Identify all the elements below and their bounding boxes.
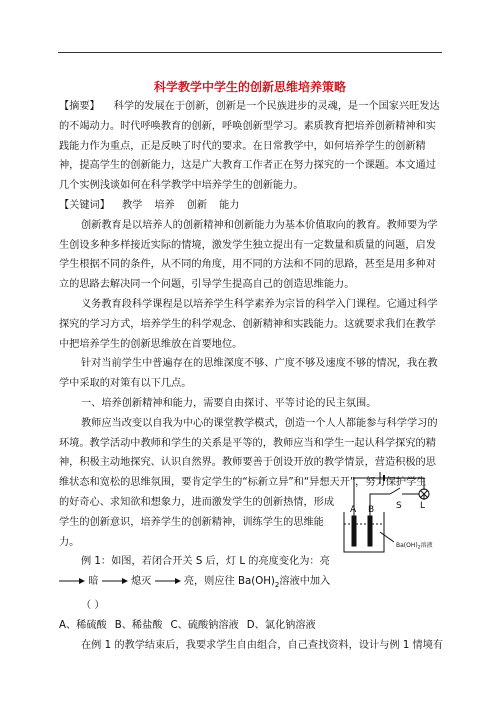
paragraph-line: 的好奇心、求知欲和想象力，进而激发学生的创新热情，形成 xyxy=(59,496,335,508)
article-body xyxy=(59,97,444,655)
abstract-line: 践能力作为重点，正是反映了时代的要求。在日常教学中，如何培养学生的创新精 xyxy=(59,140,426,152)
option-c: C、硫酸钠溶液 xyxy=(170,619,239,631)
keyword: 能力 xyxy=(219,199,240,211)
paragraph-line: 义务教育段科学课程是以培养学生科学素养为宗旨的科学入门课程。它通过科学 xyxy=(81,298,438,310)
option-a: A、稀硫酸 xyxy=(59,619,107,631)
keyword: 教学 xyxy=(121,199,143,211)
switch-lever xyxy=(390,488,400,494)
abstract-line: 神，提高学生的创新能力，这是广大教育工作者正在努力探究的一个课题。本文通过 xyxy=(59,160,436,172)
wire-top xyxy=(354,478,424,516)
answer-blank: （ ） xyxy=(81,599,105,611)
header-rule xyxy=(58,52,442,53)
abstract-line: 的不竭动力。时代呼唤教育的创新，呼唤创新型学习。素质教育把培养创新精神和实 xyxy=(59,120,436,132)
label-l: L xyxy=(420,501,426,511)
paragraph-line: 针对当前学生中普遍存在的思维深度不够、广度不够及速度不够的情况，我在教 xyxy=(81,358,438,370)
paragraph-line: 创新教育是以培养人的创新精神和创新能力为基本价值取向的教育。教师要为学 xyxy=(81,219,438,231)
paragraph-line: 教师应当改变以自我为中心的课堂教学模式，创造一个人人都能参与科学学习的 xyxy=(81,417,438,429)
keyword: 创新 xyxy=(186,199,208,211)
label-a: A xyxy=(350,505,357,515)
paragraph-line: 神，积极主动地探究、认识自然界。教师要善于创设开放的教学情景，营造积极的思 xyxy=(59,457,436,469)
paragraph-line: 中把培养学生的创新思维放在首要地位。 xyxy=(59,338,243,350)
paragraph-line: 学生的创新意识，培养学生的创新精神，训练学生的思维能 xyxy=(59,516,324,528)
paragraph-line: 探究的学习方式，培养学生的科学观念、创新精神和实践能力。这就要求我们在教学 xyxy=(59,318,436,330)
arrow-right-icon xyxy=(102,577,128,585)
paragraph-line: 在例 1 的教学结束后，我要求学生自由组合，自己查找资料，设计与例 1 情境有 xyxy=(81,639,444,651)
arrow-right-icon xyxy=(155,577,181,585)
paragraph-line: 力。 xyxy=(59,536,80,548)
paragraph-line: 学生根据不同的条件，从不同的角度，用不同的方法和不同的思路，甚至是用多种对 xyxy=(59,259,436,271)
paragraph-line: 环境。教学活动中教师和学生的关系是平等的，教师应当和学生一起认科学探究的精 xyxy=(59,437,436,449)
label-s: S xyxy=(396,501,402,511)
option-d: D、氯化钠溶液 xyxy=(246,619,316,631)
label-b: B xyxy=(368,505,375,515)
example-question: 例 1：如图，若闭合开关 S 后，灯 L 的亮度变化为：亮 xyxy=(81,556,330,568)
paragraph-line: 生创设多种多样接近实际的情境，激发学生独立提出有一定数量和质量的问题，启发 xyxy=(59,239,436,251)
paragraph-line: 学中采取的对策有以下几点。 xyxy=(59,378,192,390)
keywords-line xyxy=(59,196,444,216)
abstract-line: 【摘要】 科学的发展在于创新，创新是一个民族进步的灵魂，是一个国家兴旺发达 xyxy=(59,101,440,112)
answer-options xyxy=(59,616,444,636)
circuit-diagram xyxy=(340,468,444,556)
electrode-a xyxy=(352,516,356,546)
solution-label: $Ba(OH)_2$溶液 xyxy=(396,542,433,551)
article-title: 科学教学中学生的创新思维培养策略 xyxy=(153,80,346,94)
abstract-label: 【摘要】 xyxy=(59,101,100,112)
leader-line xyxy=(380,532,394,542)
beaker xyxy=(344,512,384,552)
paragraph-line: 维状态和宽松的思维氛围，要肯定学生的“标新立异”和“异想天开”，努力保护学生 xyxy=(59,477,427,489)
keywords-label: 【关键词】 xyxy=(59,199,110,211)
electrode-b xyxy=(368,516,372,546)
paragraph-line: 立的思路去解决同一个问题，引导学生提高自己的创造思维能力。 xyxy=(59,279,355,291)
section-heading: 一、培养创新精神和能力，需要自由探讨、平等讨论的民主氛围。 xyxy=(81,397,377,409)
option-b: B、稀盐酸 xyxy=(114,619,163,631)
abstract-line: 几个实例浅谈如何在科学教学中培养学生的创新能力。 xyxy=(59,180,304,192)
keyword: 培养 xyxy=(154,199,175,211)
arrow-right-icon xyxy=(59,577,85,585)
example-question-cont: 暗 熄灭 亮，则应往 $Ba(OH)_2$溶液中加入 xyxy=(59,572,444,596)
